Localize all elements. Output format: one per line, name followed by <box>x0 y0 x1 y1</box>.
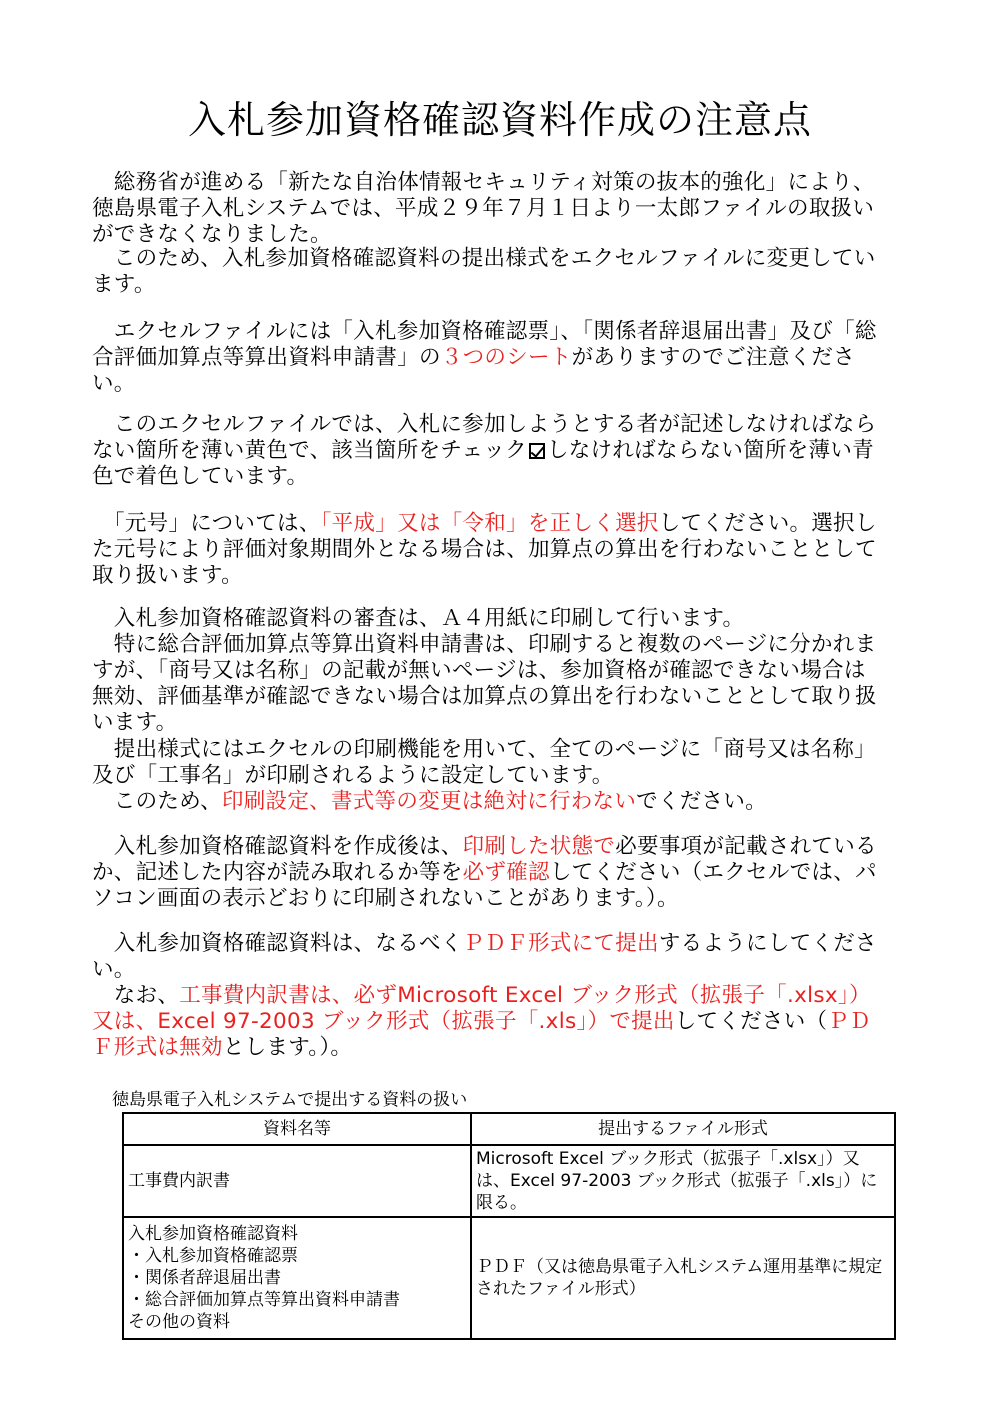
column-header: 提出するファイル形式 <box>471 1113 895 1145</box>
paragraph-text: 総務省が進める「新たな自治体情報セキュリティ対策の抜本的強化」により、徳島県電子入札システムでは、平成２９年７月１日より一太郎ファイルの取扱いができなくなりました。 <box>92 170 875 247</box>
paragraph-no-change <box>92 789 882 815</box>
paragraph-text: してください（ <box>674 1009 828 1034</box>
emphasis-red: ＰＤＦ形式は無効 <box>92 1009 871 1060</box>
file-format-table <box>122 1112 896 1340</box>
emphasis-bold: 工事名 <box>157 763 223 788</box>
paragraph-text: がありますのでご注意ください。 <box>92 345 856 396</box>
paragraph-text: 「元号」については、 <box>92 511 321 536</box>
paragraph-text: して行います。 <box>593 606 745 631</box>
paragraph-text: してください。選択した元号により評価対象期間外となる場合は、加算点の算出を行わないこととして取り扱います。 <box>92 511 877 588</box>
table-header-row <box>123 1113 895 1145</box>
checkbox-icon <box>529 443 545 459</box>
paragraph-three-sheets <box>92 319 882 397</box>
emphasis-red: ３つのシート <box>440 345 572 370</box>
paragraph-text: の記載が無いページは、参加資格が確認できない場合は無効、評価基準が確認できない場合は加算点の算出を行わないこととして取り扱います。 <box>92 658 877 735</box>
table-cell-name <box>123 1217 471 1339</box>
paragraph-text: このエクセルファイルでは、入札に参加しようとする者が記述しなければならない箇所を薄い黄色で、該当箇所をチェック <box>92 412 877 463</box>
paragraph-text: 」及び「 <box>92 737 876 788</box>
table-cell-format: Microsoft Excel ブック形式（拡張子「.xlsx」）又は、Excel 97-2003 ブック形式（拡張子「.xls」）に限る。 <box>471 1145 895 1217</box>
paragraph-text: するようにしてください。 <box>92 931 877 982</box>
list-item: ・入札参加資格確認票 <box>128 1246 298 1266</box>
paragraph-text: 入札参加資格確認資料を作成後は、 <box>92 834 463 859</box>
paragraph-text: このため、 <box>92 789 222 814</box>
table-caption: 徳島県電子入札システムで提出する資料の扱い <box>112 1090 468 1110</box>
paragraph-excel-only <box>92 983 882 1061</box>
paragraph-text: なお、 <box>92 983 180 1008</box>
table-cell-format: ＰＤＦ（又は徳島県電子入札システム運用基準に規定されたファイル形式） <box>471 1217 895 1339</box>
emphasis-bold: 商号又は名称 <box>723 737 855 762</box>
paragraph-text: エクセルファイルには「入札参加資格確認票」、「関係者辞退届出書」及び「総合評価加算点等算出資料申請書」の <box>92 319 877 370</box>
paragraph-text: しなければならない箇所を薄い青色で着色しています。 <box>92 438 874 489</box>
paragraph-text: 特に総合評価加算点等算出資料申請書は、印刷すると複数のページに分かれますが、 <box>92 632 877 683</box>
paragraph-text: 必要事項が記載されているか、記述した内容が読み取れるか等を <box>92 834 877 885</box>
table-row <box>123 1217 895 1339</box>
emphasis-bold: 「商号又は名称」 <box>157 658 322 683</box>
emphasis-red: ＰＤＦ形式にて提出 <box>462 931 659 956</box>
paragraph-text: このため、入札参加資格確認資料の提出様式をエクセルファイルに変更しています。 <box>92 246 876 297</box>
paragraph-format-change <box>92 246 882 298</box>
paragraph-background <box>92 170 882 248</box>
emphasis-red: 必ず確認 <box>462 860 550 885</box>
table-cell-name: 工事費内訳書 <box>123 1145 471 1217</box>
list-item: ・関係者辞退届出書 <box>128 1268 281 1288</box>
paragraph-text: とします。）。 <box>222 1035 353 1060</box>
paragraph-coloring <box>92 412 882 490</box>
emphasis-red: 「平成」又は「令和」を正しく選択 <box>320 511 659 536</box>
paragraph-text: 入札参加資格確認資料は、なるべく <box>92 931 463 956</box>
emphasis-red: 印刷した状態で <box>462 834 616 859</box>
emphasis-red: 工事費内訳書は、必ずMicrosoft Excel ブック形式（拡張子「.xlsx」）又は、Excel 97-2003 ブック形式（拡張子「.xls」）で提出 <box>92 983 871 1034</box>
list-item: 入札参加資格確認資料 <box>128 1224 298 1244</box>
list-item: その他の資料 <box>128 1312 230 1332</box>
paragraph-text: 入札参加資格確認資料の審査は、 <box>92 606 441 631</box>
paragraph-era <box>92 511 882 589</box>
column-header: 資料名等 <box>123 1113 471 1145</box>
paragraph-print-settings <box>92 737 882 789</box>
emphasis-bold: Ａ４用紙に印刷 <box>440 606 594 631</box>
paragraph-a4-print <box>92 606 882 632</box>
paragraph-text: でください。 <box>636 789 767 814</box>
list-item: ・総合評価加算点等算出資料申請書 <box>128 1290 400 1310</box>
paragraph-trade-name <box>92 632 882 736</box>
paragraph-text: 提出様式にはエクセルの印刷機能を用いて、全てのページに「 <box>92 737 724 762</box>
paragraph-text: してください（エクセルでは、パソコン画面の表示どおりに印刷されないことがあります。）。 <box>92 860 877 911</box>
table-row <box>123 1145 895 1217</box>
emphasis-red: 印刷設定、書式等の変更は絶対に行わない <box>221 789 637 814</box>
paragraph-text: 」が印刷されるように設定しています。 <box>222 763 614 788</box>
paragraph-verify <box>92 834 882 912</box>
page-title: 入札参加資格確認資料作成の注意点 <box>187 98 812 142</box>
paragraph-pdf <box>92 931 882 983</box>
